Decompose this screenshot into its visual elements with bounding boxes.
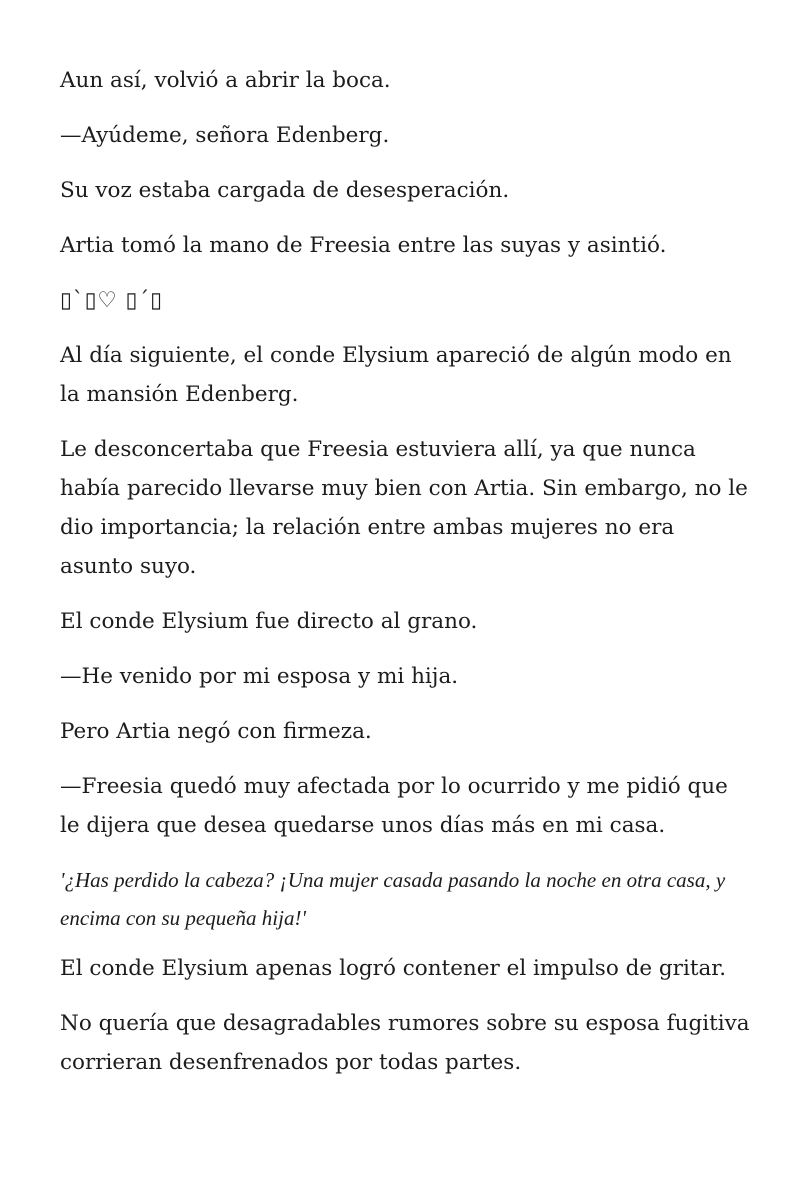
paragraph: Pero Artia negó con firmeza. (60, 719, 372, 744)
dialogue-line: —Ayúdeme, señora Edenberg. (60, 123, 390, 148)
paragraph: El conde Elysium fue directo al grano. (60, 609, 478, 634)
paragraph: Al día siguiente, el conde Elysium apareció de algún modo en la mansión Edenberg. (60, 343, 732, 407)
paragraph: El conde Elysium apenas logró contener el impulso de gritar. (60, 956, 727, 981)
scene-divider: ▯`▯♡ ▯´▯ (60, 288, 163, 313)
paragraph: Aun así, volvió a abrir la boca. (60, 68, 391, 93)
paragraph: No quería que desagradables rumores sobre su esposa fugitiva corrieran desenfrenados por todas partes. (60, 1011, 750, 1075)
paragraph: Le desconcertaba que Freesia estuviera allí, ya que nunca había parecido llevarse muy bien con Artia. Sin embargo, no le dio importancia; la relación entre ambas mujeres no era asunto suyo. (60, 437, 748, 579)
paragraph: Su voz estaba cargada de desesperación. (60, 178, 510, 203)
paragraph: Artia tomó la mano de Freesia entre las suyas y asintió. (60, 233, 667, 258)
chapter-text (60, 61, 750, 1098)
dialogue-line: —Freesia quedó muy afectada por lo ocurrido y me pidió que le dijera que desea quedarse unos días más en mi casa. (60, 774, 728, 838)
inner-thought: '¿Has perdido la cabeza? ¡Una mujer casada pasando la noche en otra casa, y encima con su pequeña hija!' (60, 868, 726, 930)
dialogue-line: —He venido por mi esposa y mi hija. (60, 664, 459, 689)
